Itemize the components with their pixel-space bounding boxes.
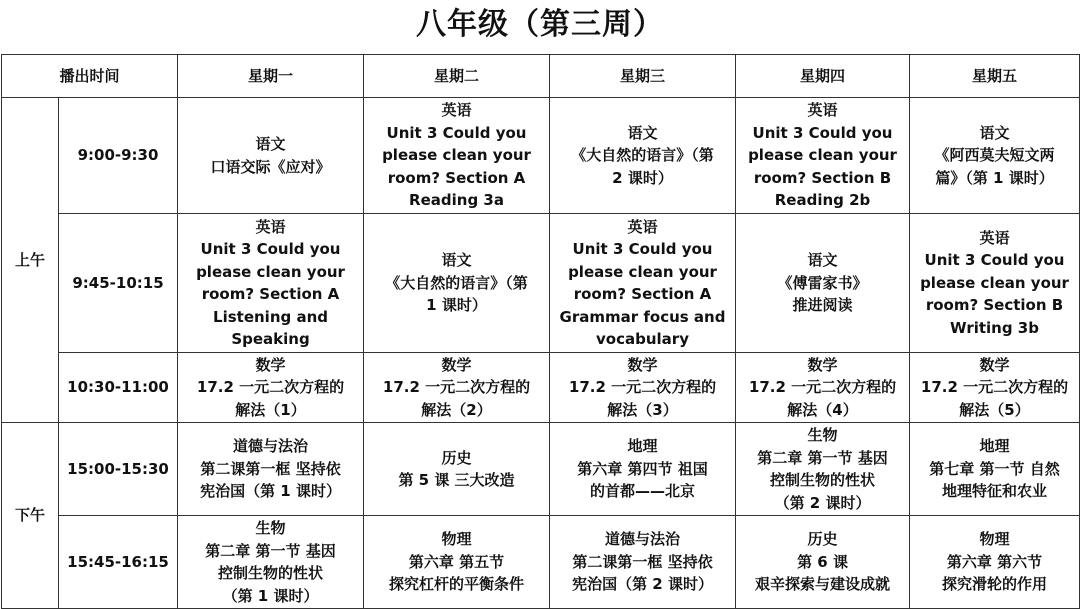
- lesson-subject: 语文: [255, 135, 286, 153]
- lesson-detail-line: 第六章 第六节: [946, 552, 1043, 571]
- lesson-detail-line: Unit 3 Could you: [572, 240, 713, 258]
- lesson-detail-line: room? Section A: [387, 168, 526, 187]
- time-column-header: 播出时间: [2, 55, 178, 98]
- lesson-subject: 英语: [627, 217, 658, 236]
- lesson-detail-line: 第 6 课: [797, 552, 848, 571]
- lesson-detail-line: Reading 3a: [409, 191, 504, 210]
- lesson-subject: 语文: [441, 251, 472, 270]
- lesson-subject: 物理: [441, 530, 472, 549]
- lesson-detail-line: 篇》（第 1 课时）: [935, 168, 1054, 187]
- lesson-detail-line: 控制生物的性状: [770, 471, 876, 489]
- lesson-detail-line: please clean your: [382, 146, 531, 165]
- lesson-detail-line: Unit 3 Could you: [386, 123, 527, 142]
- lesson-detail-line: Speaking: [231, 330, 310, 348]
- lesson-detail-line: 解法（1）: [235, 400, 306, 419]
- lesson-cell: [178, 353, 364, 423]
- lesson-detail-line: 第二章 第一节 基因: [757, 448, 888, 467]
- table-row: [2, 516, 1080, 609]
- lesson-detail-line: room? Section B: [753, 168, 892, 187]
- lesson-detail-line: 探究杠杆的平衡条件: [389, 575, 525, 594]
- lesson-subject: 数学: [627, 355, 658, 374]
- lesson-cell: [178, 98, 364, 214]
- lesson-subject: 道德与法治: [605, 530, 681, 549]
- lesson-detail-line: room? Section B: [925, 296, 1064, 315]
- lesson-cell: [178, 214, 364, 353]
- lesson-detail-line: please clean your: [748, 146, 897, 165]
- lesson-subject: 历史: [441, 448, 472, 467]
- lesson-subject: 英语: [979, 228, 1010, 247]
- lesson-detail-line: Grammar focus and: [559, 307, 726, 326]
- lesson-subject: 数学: [979, 355, 1010, 374]
- lesson-cell: [910, 353, 1080, 423]
- lesson-detail-line: 17.2 一元二次方程的: [568, 378, 717, 397]
- lesson-detail-line: Unit 3 Could you: [924, 251, 1065, 270]
- lesson-detail-line: 17.2 一元二次方程的: [920, 378, 1069, 397]
- table-row: [2, 214, 1080, 353]
- lesson-detail-line: （第 1 课时）: [222, 586, 319, 605]
- lesson-cell: [364, 353, 550, 423]
- lesson-cell: [364, 214, 550, 353]
- lesson-subject: 道德与法治: [233, 437, 309, 456]
- lesson-detail-line: 解法（3）: [607, 400, 678, 419]
- lesson-cell: [364, 516, 550, 609]
- lesson-detail-line: room? Section A: [201, 285, 340, 303]
- lesson-detail-line: 17.2 一元二次方程的: [748, 378, 897, 397]
- lesson-detail-line: please clean your: [196, 262, 345, 281]
- lesson-cell: [910, 98, 1080, 214]
- lesson-detail-line: 的首都——北京: [590, 482, 696, 501]
- lesson-cell: [364, 423, 550, 516]
- lesson-detail-line: Unit 3 Could you: [752, 123, 893, 142]
- lesson-detail-line: 探究滑轮的作用: [942, 575, 1048, 594]
- lesson-cell: [364, 98, 550, 214]
- lesson-subject: 英语: [255, 217, 286, 236]
- lesson-cell: [550, 423, 736, 516]
- lesson-cell: [910, 214, 1080, 353]
- lesson-subject: 历史: [807, 530, 838, 549]
- lesson-detail-line: Writing 3b: [950, 318, 1039, 337]
- lesson-subject: 地理: [627, 437, 658, 456]
- day-header-mon: 星期一: [178, 55, 364, 98]
- lesson-detail-line: 解法（4）: [787, 400, 858, 419]
- lesson-detail-line: 第六章 第四节 祖国: [577, 459, 708, 478]
- lesson-detail-line: 1 课时）: [426, 296, 487, 315]
- lesson-detail-line: 解法（5）: [959, 400, 1030, 419]
- lesson-cell: [910, 516, 1080, 609]
- lesson-detail-line: 《大自然的语言》（第: [571, 146, 714, 165]
- lesson-cell: [910, 423, 1080, 516]
- lesson-cell: [550, 98, 736, 214]
- lesson-detail-line: 解法（2）: [421, 400, 492, 419]
- lesson-subject: 语文: [807, 251, 838, 270]
- lesson-cell: [550, 353, 736, 423]
- lesson-subject: 生物: [255, 519, 286, 537]
- period-label-am: 上午: [2, 98, 59, 423]
- lesson-cell: [736, 98, 910, 214]
- lesson-subject: 数学: [441, 355, 472, 374]
- lesson-subject: 语文: [627, 123, 658, 142]
- table-row: [2, 353, 1080, 423]
- lesson-detail-line: 控制生物的性状: [218, 564, 324, 582]
- lesson-cell: [736, 516, 910, 609]
- lesson-subject: 地理: [979, 437, 1010, 456]
- header-row: [2, 55, 1080, 98]
- lesson-detail-line: 艰辛探索与建设成就: [755, 575, 891, 594]
- lesson-detail-line: 17.2 一元二次方程的: [382, 378, 531, 397]
- lesson-cell: [550, 214, 736, 353]
- lesson-subject: 英语: [807, 101, 838, 120]
- time-slot: 15:00-15:30: [59, 423, 178, 516]
- lesson-detail-line: 第二章 第一节 基因: [205, 541, 336, 560]
- period-label-pm: 下午: [2, 423, 59, 609]
- lesson-subject: 数学: [255, 355, 286, 374]
- lesson-cell: [550, 516, 736, 609]
- lesson-detail-line: 《傅雷家书》: [777, 273, 868, 292]
- page-title: 八年级（第三周）: [416, 7, 664, 42]
- lesson-detail-line: room? Section A: [573, 285, 712, 303]
- lesson-subject: 物理: [979, 530, 1010, 549]
- lesson-cell: [736, 353, 910, 423]
- table-row: [2, 98, 1080, 214]
- time-slot: 9:45-10:15: [59, 214, 178, 353]
- day-header-thu: 星期四: [736, 55, 910, 98]
- lesson-cell: [736, 214, 910, 353]
- lesson-detail-line: vocabulary: [596, 330, 689, 348]
- lesson-subject: 生物: [807, 426, 838, 444]
- time-slot: 9:00-9:30: [59, 98, 178, 214]
- lesson-detail-line: 第六章 第五节: [408, 552, 505, 571]
- table-row: [2, 423, 1080, 516]
- lesson-detail-line: 17.2 一元二次方程的: [196, 378, 345, 397]
- lesson-subject: 数学: [807, 355, 838, 374]
- time-slot: 15:45-16:15: [59, 516, 178, 609]
- lesson-cell: [178, 516, 364, 609]
- lesson-detail-line: Reading 2b: [774, 191, 871, 210]
- lesson-detail-line: 宪治国（第 2 课时）: [572, 575, 713, 594]
- lesson-detail-line: 第七章 第一节 自然: [929, 459, 1060, 478]
- time-slot: 10:30-11:00: [59, 353, 178, 423]
- lesson-detail-line: Listening and: [213, 307, 328, 326]
- lesson-detail-line: please clean your: [568, 262, 717, 281]
- lesson-detail-line: 口语交际《应对》: [210, 157, 331, 176]
- day-header-wed: 星期三: [550, 55, 736, 98]
- lesson-detail-line: 《阿西莫夫短文两: [934, 146, 1055, 165]
- lesson-subject: 语文: [979, 123, 1010, 142]
- lesson-subject: 英语: [441, 101, 472, 120]
- schedule-table: [1, 54, 1080, 609]
- lesson-detail-line: please clean your: [920, 273, 1069, 292]
- day-header-tue: 星期二: [364, 55, 550, 98]
- lesson-detail-line: 《大自然的语言》（第: [385, 273, 528, 292]
- lesson-detail-line: 宪治国（第 1 课时）: [200, 482, 341, 501]
- lesson-detail-line: Unit 3 Could you: [200, 240, 341, 258]
- day-header-fri: 星期五: [910, 55, 1080, 98]
- lesson-detail-line: 第二课第一框 坚持依: [572, 552, 713, 571]
- lesson-detail-line: （第 2 课时）: [774, 493, 871, 512]
- lesson-detail-line: 第二课第一框 坚持依: [200, 459, 341, 478]
- lesson-cell: [178, 423, 364, 516]
- lesson-detail-line: 地理特征和农业: [942, 482, 1048, 501]
- lesson-detail-line: 第 5 课 三大改造: [398, 471, 515, 489]
- lesson-detail-line: 2 课时）: [612, 168, 673, 187]
- lesson-cell: [736, 423, 910, 516]
- lesson-detail-line: 推进阅读: [792, 296, 853, 315]
